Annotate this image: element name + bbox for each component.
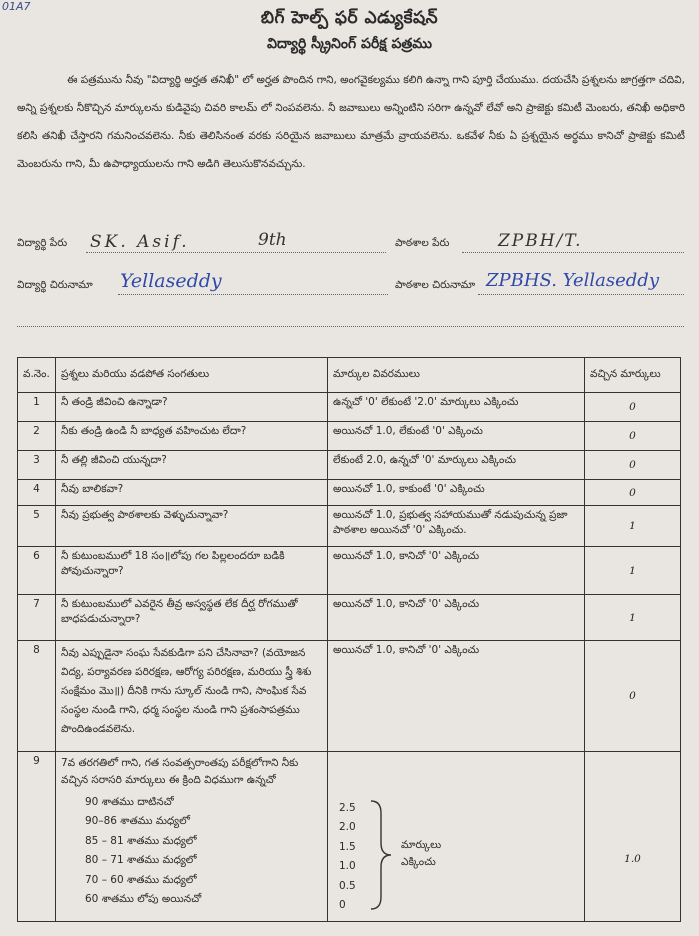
page-title: బిగ్ హెల్ప్ ఫర్ ఎడ్యుకేషన్ <box>260 8 439 28</box>
school-name-label: పాఠశాల పేరు <box>395 237 450 249</box>
table-row <box>18 393 681 422</box>
school-name-value: ZPBH/T. <box>498 231 583 251</box>
q9-scale-value: 1.0 <box>339 860 356 873</box>
row-question-9 <box>56 752 328 922</box>
header-marks-obtained: వచ్చిన మార్కులు <box>585 358 681 393</box>
table-row <box>18 595 681 641</box>
student-name-label: విద్యార్థి పేరు <box>17 237 68 249</box>
row-number: 9 <box>18 752 56 922</box>
table-row <box>18 547 681 595</box>
row-marks[interactable]: 1 <box>585 506 681 547</box>
school-address-value: ZPBHS. Yellaseddy <box>486 270 659 291</box>
page-subtitle: విద్యార్థి స్క్రీనింగ్ పరీక్ష పత్రము <box>267 36 432 52</box>
row-scheme: అయినచో 1.0, కానిచో '0' ఎక్కించు <box>328 595 585 641</box>
q9-band: 80 – 71 శాతము మధ్యలో <box>85 854 197 867</box>
row-scheme: అయినచో 1.0, కానిచో '0' ఎక్కించు <box>328 641 585 752</box>
q9-band: 90–86 శాతము మధ్యలో <box>85 815 190 828</box>
row-question: నీవు బాలికవా? <box>56 480 328 506</box>
row-marks[interactable]: 1.0 <box>585 752 681 922</box>
table-row <box>18 506 681 547</box>
table-header-row <box>18 358 681 393</box>
q9-scale-label-line: ఎక్కించు <box>401 856 436 868</box>
row-number: 8 <box>18 641 56 752</box>
header-serial-no: వ.నెం. <box>18 358 56 393</box>
q9-scale-value: 0 <box>339 898 346 911</box>
corner-handwritten-note: 01A7 <box>2 0 31 13</box>
row-scheme: లేకుంటే 2.0, ఉన్నచో '0' మార్కులు ఎక్కించు <box>328 451 585 480</box>
q9-scale-value: 0.5 <box>339 879 356 892</box>
row-scheme-9 <box>328 752 585 922</box>
q9-scale-label <box>401 837 441 871</box>
row-scheme: ఉన్నచో '0' లేకుంటే '2.0' మార్కులు ఎక్కించు <box>328 393 585 422</box>
q9-scale-value: 1.5 <box>339 840 356 853</box>
q9-scale-values <box>339 799 356 915</box>
row-number: 5 <box>18 506 56 547</box>
student-address-value: Yellaseddy <box>120 270 222 292</box>
row-scheme: అయినచో 1.0, కాకుంటే '0' ఎక్కించు <box>328 480 585 506</box>
row-question: నీ కుటుంబములో 18 సం॥లోపు గల పిల్లలందరూ బడికి పోవుచున్నారా? <box>56 547 328 595</box>
row-number: 6 <box>18 547 56 595</box>
header-marks-scheme: మార్కుల వివరములు <box>328 358 585 393</box>
q9-text: 7వ తరగతిలో గాని, గత సంవత్సరాంతపు పరీక్షలోగాని నీకు వచ్చిన సరాసరి మార్కులు ఈ క్రింది విధముగా ఉన్నచో <box>61 757 299 786</box>
row-marks[interactable]: 1 <box>585 547 681 595</box>
q9-scale <box>333 799 579 909</box>
row-number: 4 <box>18 480 56 506</box>
row-number: 2 <box>18 422 56 451</box>
row-question: నీవు ఎప్పుడైనా సంఘ సేవకుడిగా పని చేసినావా? (వయోజన విద్య, పర్యావరణ పరిరక్షణ, ఆరోగ్య పరిరక్షణ, మరియు స్త్రీ శిశు సంక్షేమం మొ॥) దీనికి గాను స్కూల్ నుండి గాని, సాంఘిక సేవ సంస్థల నుండి గాని, ధర్మ సంస్థల నుండి గాని ప్రశంసాపత్రము పొందిఉండవలెను. <box>56 641 328 752</box>
student-class-value: 9th <box>258 230 287 250</box>
row-scheme: అయినచో 1.0, కానిచో '0' ఎక్కించు <box>328 547 585 595</box>
curly-brace-icon <box>369 799 393 911</box>
q9-scale-value: 2.5 <box>339 802 356 814</box>
header-questions: ప్రశ్నలు మరియు వడపోత సంగతులు <box>56 358 328 393</box>
row-question: నీ కుటుంబములో ఎవరైన తీవ్ర అస్వస్థత లేక దీర్ఘ రోగముతో బాధపడుచున్నారా? <box>56 595 328 641</box>
row-marks[interactable]: 0 <box>585 422 681 451</box>
student-name-line[interactable] <box>86 252 386 253</box>
school-address-line[interactable] <box>478 294 684 295</box>
q9-band: 85 – 81 శాతము మధ్యలో <box>85 834 197 847</box>
row-number: 3 <box>18 451 56 480</box>
row-number: 7 <box>18 595 56 641</box>
q9-band: 90 శాతము దాటినచో <box>85 796 174 808</box>
table-row <box>18 451 681 480</box>
q9-bands <box>85 793 322 909</box>
student-address-label: విద్యార్థి చిరునామా <box>17 279 93 291</box>
address-continuation-line[interactable] <box>17 326 684 327</box>
screening-table <box>17 357 681 922</box>
student-address-line[interactable] <box>118 294 388 295</box>
q9-band: 60 శాతము లోపు అయినచో <box>85 892 202 905</box>
table-row <box>18 422 681 451</box>
q9-scale-label-line: మార్కులు <box>401 839 442 851</box>
q9-scale-value: 2.0 <box>339 821 356 834</box>
row-marks[interactable]: 0 <box>585 393 681 422</box>
row-marks[interactable]: 0 <box>585 451 681 480</box>
row-scheme: అయినచో 1.0, లేకుంటే '0' ఎక్కించు <box>328 422 585 451</box>
table-row <box>18 752 681 922</box>
row-question: నీకు తండ్రి ఉండి నీ బాధ్యత వహించుట లేదా? <box>56 422 328 451</box>
row-scheme: అయినచో 1.0, ప్రభుత్వ సహాయముతో నడుపుచున్న ప్రజా పాఠశాల అయినచో '0' ఎక్కించు. <box>328 506 585 547</box>
row-marks[interactable]: 0 <box>585 480 681 506</box>
table-row <box>18 480 681 506</box>
school-address-label: పాఠశాల చిరునామా <box>395 279 476 291</box>
table-row <box>18 641 681 752</box>
row-marks[interactable]: 1 <box>585 595 681 641</box>
row-marks[interactable]: 0 <box>585 641 681 752</box>
school-name-line[interactable] <box>462 252 684 253</box>
q9-band: 70 – 60 శాతము మధ్యలో <box>85 873 197 886</box>
instructions-paragraph: ఈ పత్రమును నీవు "విద్యార్థి అర్హత తనిఖీ" లో అర్హత పొందిన గాని, అంగవైకల్యము కలిగి ఉన్నా గాని పూర్తి చేయుము. దయచేసి ప్రశ్నలను జాగ్రత్తగా చదివి, అన్ని ప్రశ్నలకు నీకొచ్చిన మార్కులను కుడివైపు చివరి కాలమ్ లో నింపవలెను. నీ జవాబులు అన్నింటిని సరిగా ఉన్నవో లేవో అని ప్రాజెక్టు కమిటీ మెంబరు, తనిఖీ అధికారి కలిసి తనిఖీ చేస్తారని గమనించవలెను. నీకు తెలిసినంత వరకు సరియైన జవాబులు మాత్రమే వ్రాయవలెను. ఒకవేళ నీకు ఏ ప్రశ్నయైన అర్థము కానిచో ప్రాజెక్టు కమిటీ మెంబరును గాని, మీ ఉపాధ్యాయులను గాని అడిగి తెలుసుకొనవచ్చును. <box>17 74 685 170</box>
row-question: నీ తండ్రి జీవించి ఉన్నాడా? <box>56 393 328 422</box>
row-number: 1 <box>18 393 56 422</box>
student-name-value: SK. Asif. <box>90 232 190 252</box>
row-question: నీవు ప్రభుత్వ పాఠశాలకు వెళ్ళుచున్నావా? <box>56 506 328 547</box>
row-question: నీ తల్లి జీవించి యున్నదా? <box>56 451 328 480</box>
